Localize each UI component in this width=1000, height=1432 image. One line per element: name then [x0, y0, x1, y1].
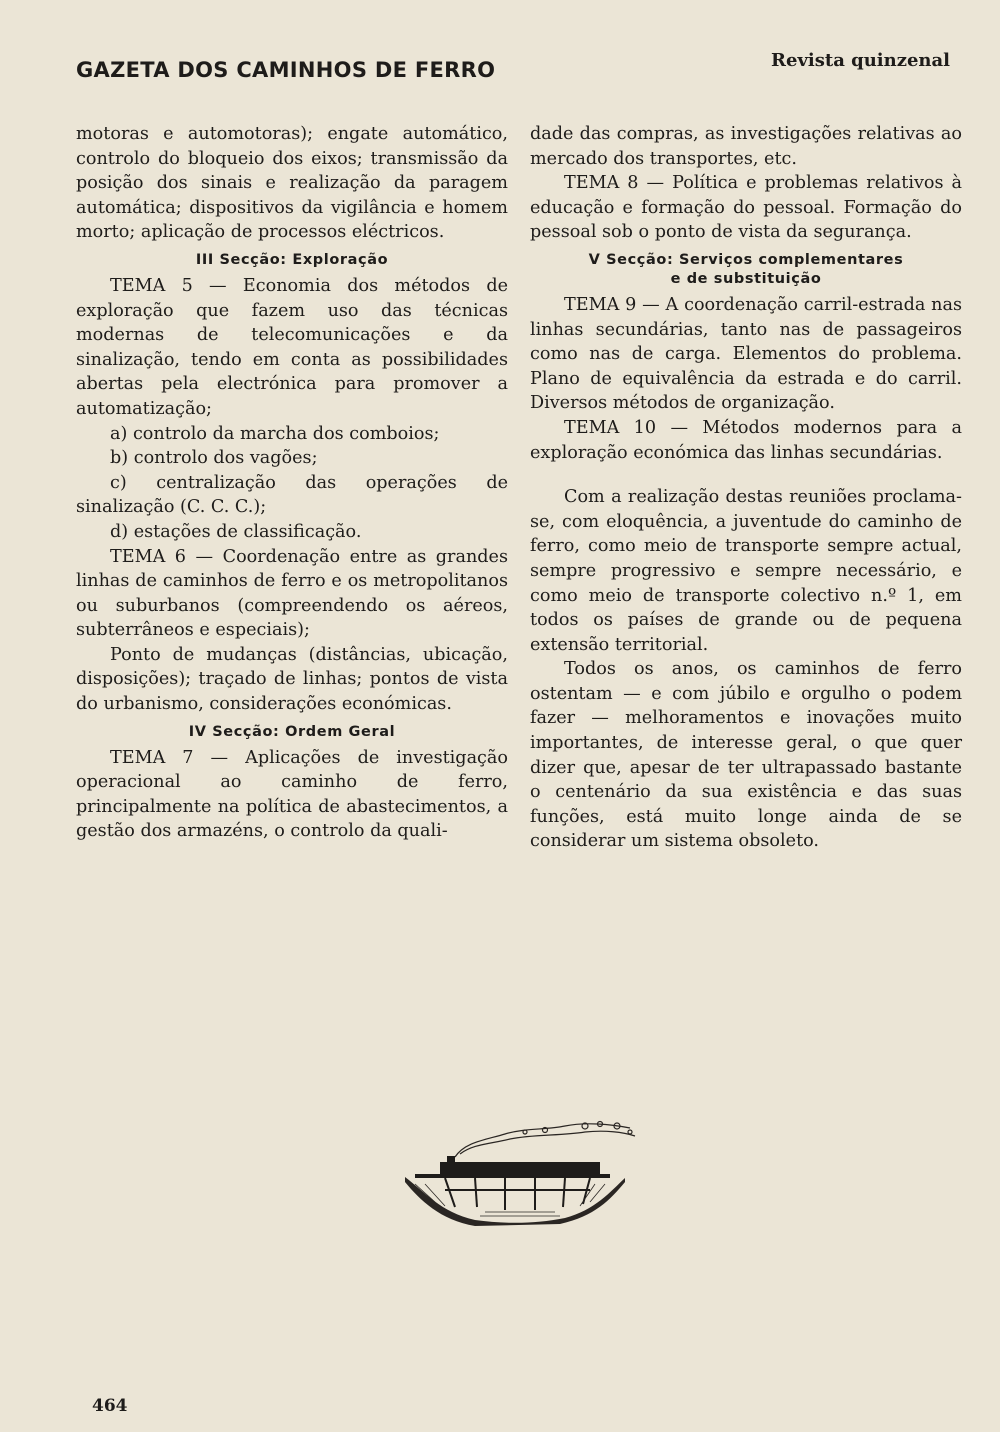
list-item-b: b) controlo dos vagões; [110, 448, 318, 469]
left-column [76, 122, 508, 844]
list-item-d: d) estações de classificação. [110, 521, 362, 542]
train-body [440, 1162, 600, 1174]
closing-paragraph-2: Todos os anos, os caminhos de ferro ostentam — e com júbilo e orgulho o podem fazer — melhoramentos e inovações muito importantes, de interesse geral, o que quer dizer que, apesar de ter ultrapassado bastante o centenário da sua existência e das suas funções, está muito longe ainda de se considerar um sistema obsoleto. [530, 659, 962, 852]
train-on-viaduct-illustration [385, 1112, 660, 1227]
section-heading-5-line2: e de substituição [670, 270, 822, 287]
valley-ground [405, 1177, 625, 1226]
right-column [530, 122, 962, 854]
paragraph-gap [530, 465, 962, 485]
running-subtitle: Revista quinzenal [771, 50, 950, 71]
tema-10: TEMA 10 — Métodos modernos para a exploração económica das linhas secundárias. [530, 417, 962, 463]
bridge-trestle [445, 1178, 590, 1210]
section-heading-3: III Secção: Exploração [195, 251, 389, 268]
list-item-c: c) centralização das operações de sinalização (C. C. C.); [76, 472, 508, 518]
section-heading-4: IV Secção: Ordem Geral [188, 723, 396, 740]
paragraph-continuation: motoras e automotoras); engate automático, controlo do bloqueio dos eixos; transmissão da posição dos sinais e realização da paragem automática; dispositivos da vigilância e homem morto; aplicação de processos eléctricos. [76, 124, 508, 243]
running-title: GAZETA DOS CAMINHOS DE FERRO [76, 58, 496, 82]
smoke-plume [455, 1122, 635, 1158]
tema-7: TEMA 7 — Aplicações de investigação operacional ao caminho de ferro, principalmente na política de abastecimentos, a gestão dos armazéns, o controlo da quali- [76, 747, 508, 842]
section-heading-5-line1: V Secção: Serviços complementares [588, 251, 904, 268]
closing-paragraph-1: Com a realização destas reuniões proclama-se, com eloquência, a juventude do caminho de ferro, como meio de transporte sempre actual, sempre progressivo e sempre necessário, e como meio de transporte colectivo n.º 1, em todos os países de grande ou de pequena extensão territorial. [530, 487, 962, 655]
page-number: 464 [92, 1396, 128, 1416]
tema-8: TEMA 8 — Política e problemas relativos à educação e formação do pessoal. Formação do pessoal sob o ponto de vista da segurança. [530, 173, 962, 243]
tema-9: TEMA 9 — A coordenação carril-estrada nas linhas secundárias, tanto nas de passageiros como nas de carga. Elementos do problema. Plano de equivalência da estrada e do carril. Diversos métodos de organização. [530, 294, 962, 414]
section-heading-5 [530, 251, 962, 289]
tema-6-continuation: Ponto de mudanças (distâncias, ubicação, disposições); traçado de linhas; pontos de vista do urbanismo, considerações económicas. [76, 644, 508, 715]
bridge-deck [415, 1174, 610, 1178]
tema-6: TEMA 6 — Coordenação entre as grandes linhas de caminhos de ferro e os metropolitanos ou suburbanos (compreendendo os aéreos, subterrâneos e especiais); [76, 546, 508, 641]
tema-5: TEMA 5 — Economia dos métodos de exploração que fazem uso das técnicas modernas de telecomunicações e da sinalização, tendo em conta as possibilidades abertas pela electrónica para promover a automatização; [76, 275, 508, 419]
list-item-a: a) controlo da marcha dos comboios; [110, 423, 440, 444]
paragraph-continuation-right: dade das compras, as investigações relativas ao mercado dos transportes, etc. [530, 124, 962, 169]
